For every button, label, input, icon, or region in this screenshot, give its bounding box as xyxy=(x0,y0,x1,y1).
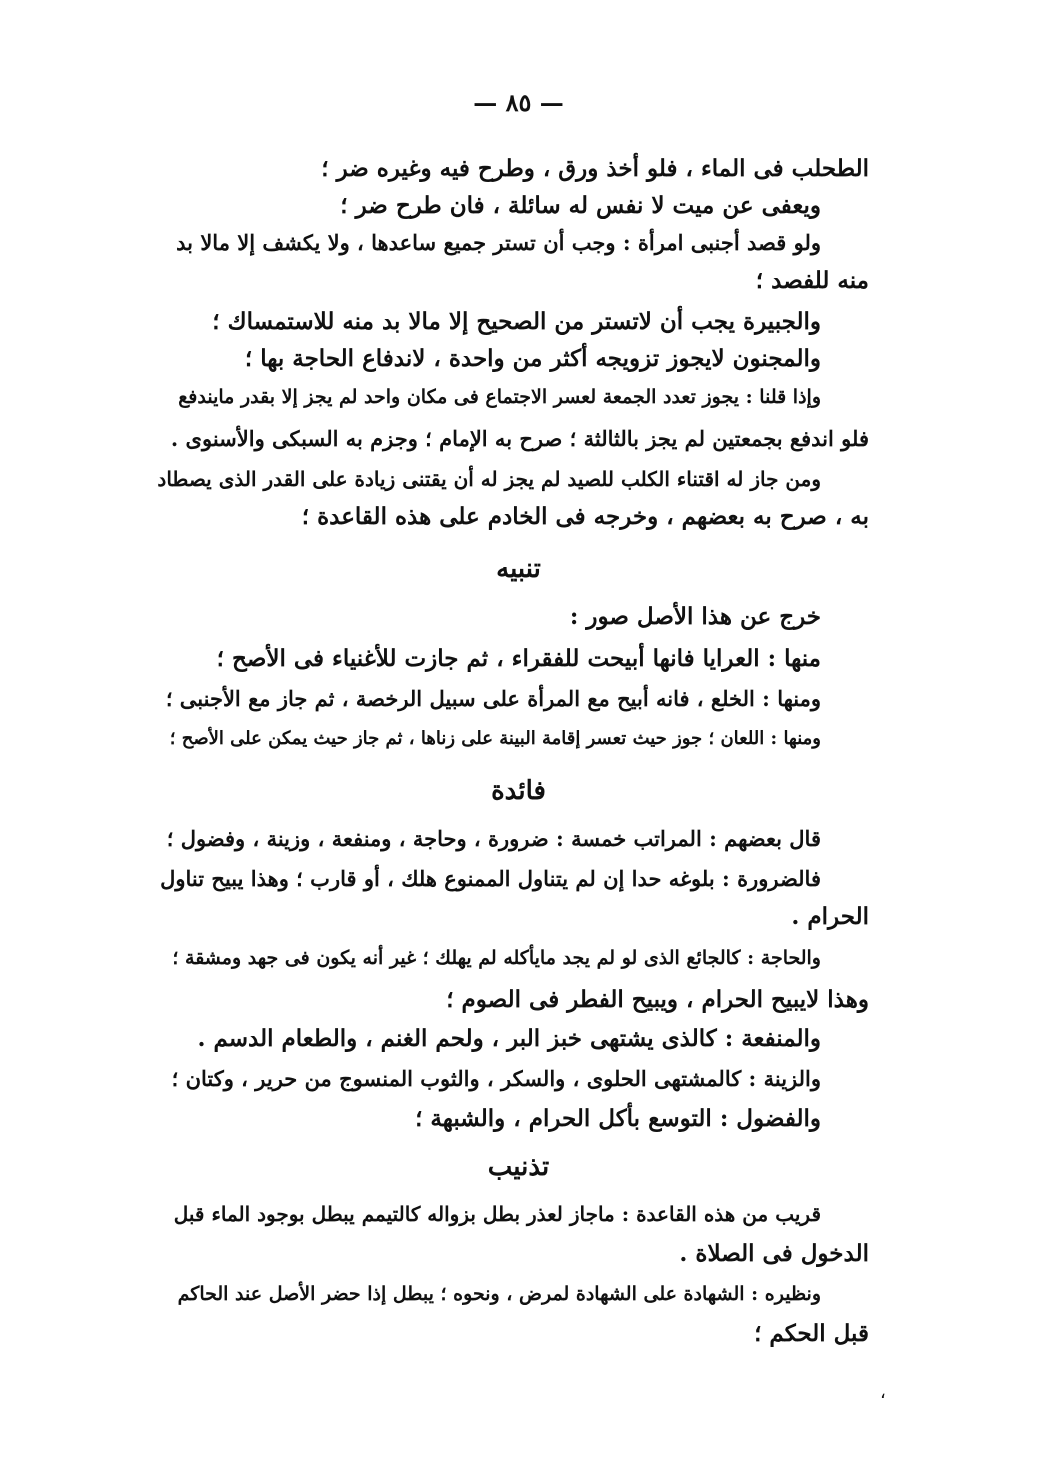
heading-faida: فائدة xyxy=(491,776,546,806)
text-line: والفضول : التوسع بأكل الحرام ، والشبهة ؛ xyxy=(415,1105,821,1132)
text-line: وإذا قلنا : يجوز تعدد الجمعة لعسر الاجتماع فى مكان واحد لم يجز إلا بقدر مايندفع xyxy=(178,386,821,408)
text-line: به ، صرح به بعضهم ، وخرجه فى الخادم على هذه القاعدة ؛ xyxy=(301,503,869,530)
text-line: قبل الحكم ؛ xyxy=(754,1320,869,1347)
text-line: منها : العرايا فانها أبيحت للفقراء ، ثم جازت للأغنياء فى الأصح ؛ xyxy=(216,645,821,672)
text-line: الدخول فى الصلاة . xyxy=(679,1240,869,1267)
text-line: ونظيره : الشهادة على الشهادة لمرض ، ونحوه ؛ يبطل إذا حضر الأصل عند الحاكم xyxy=(177,1283,821,1305)
text-line: خرج عن هذا الأصل صور : xyxy=(569,603,821,630)
text-line: ولو قصد أجنبى امرأة : وجب أن تستر جميع ساعدها ، ولا يكشف إلا مالا بد xyxy=(176,230,821,255)
text-line: ومنها : الخلع ، فانه أبيح مع المرأة على سبيل الرخصة ، ثم جاز مع الأجنبى ؛ xyxy=(165,686,821,711)
text-line: والحاجة : كالجائع الذى لو لم يجد مايأكله لم يهلك ؛ غير أنه يكون فى جهد ومشقة ؛ xyxy=(172,947,821,969)
text-line: والزينة : كالمشتهى الحلوى ، والسكر ، والثوب المنسوج من حرير ، وكتان ؛ xyxy=(171,1066,821,1091)
margin-mark: ، xyxy=(880,1382,886,1403)
text-line: والمنفعة : كالذى يشتهى خبز البر ، ولحم الغنم ، والطعام الدسم . xyxy=(197,1025,821,1052)
text-line: وهذا لايبيح الحرام ، ويبيح الفطر فى الصوم ؛ xyxy=(446,986,869,1013)
text-line: والمجنون لايجوز تزويجه أكثر من واحدة ، لاندفاع الحاجة بها ؛ xyxy=(244,345,821,372)
text-line: ومن جاز له اقتناء الكلب للصيد لم يجز له أن يقتنى زيادة على القدر الذى يصطاد xyxy=(157,467,821,491)
text-line: قريب من هذه القاعدة : ماجاز لعذر بطل بزواله كالتيمم يبطل بوجود الماء قبل xyxy=(173,1202,821,1226)
text-line: قال بعضهم : المراتب خمسة : ضرورة ، وحاجة ، ومنفعة ، وزينة ، وفضول ؛ xyxy=(166,826,821,851)
heading-tanbih: تنبيه xyxy=(496,554,541,584)
text-line: فالضرورة : بلوغه حدا إن لم يتناول الممنوع هلك ، أو قارب ؛ وهذا يبيح تناول xyxy=(160,866,821,891)
text-line: منه للفصد ؛ xyxy=(755,267,869,294)
text-line: الحرام . xyxy=(791,903,869,930)
text-line: ومنها : اللعان ؛ جوز حيث تعسر إقامة البينة على زناها ، ثم جاز حيث يمكن على الأصح ؛ xyxy=(169,728,821,749)
text-line: والجبيرة يجب أن لاتستر من الصحيح إلا مالا بد منه للاستمساك ؛ xyxy=(212,308,821,335)
text-line: فلو اندفع بجمعتين لم يجز بالثالثة ؛ صرح به الإمام ؛ وجزم به السبكى والأسنوى . xyxy=(170,426,869,451)
text-line: ويعفى عن ميت لا نفس له سائلة ، فان طرح ضر ؛ xyxy=(340,192,821,219)
heading-tadhyib: تذنيب xyxy=(487,1152,550,1182)
text-line: الطحلب فى الماء ، فلو أخذ ورق ، وطرح فيه وغيره ضر ؛ xyxy=(321,155,869,182)
page-number: — ٨٥ — xyxy=(473,88,564,117)
